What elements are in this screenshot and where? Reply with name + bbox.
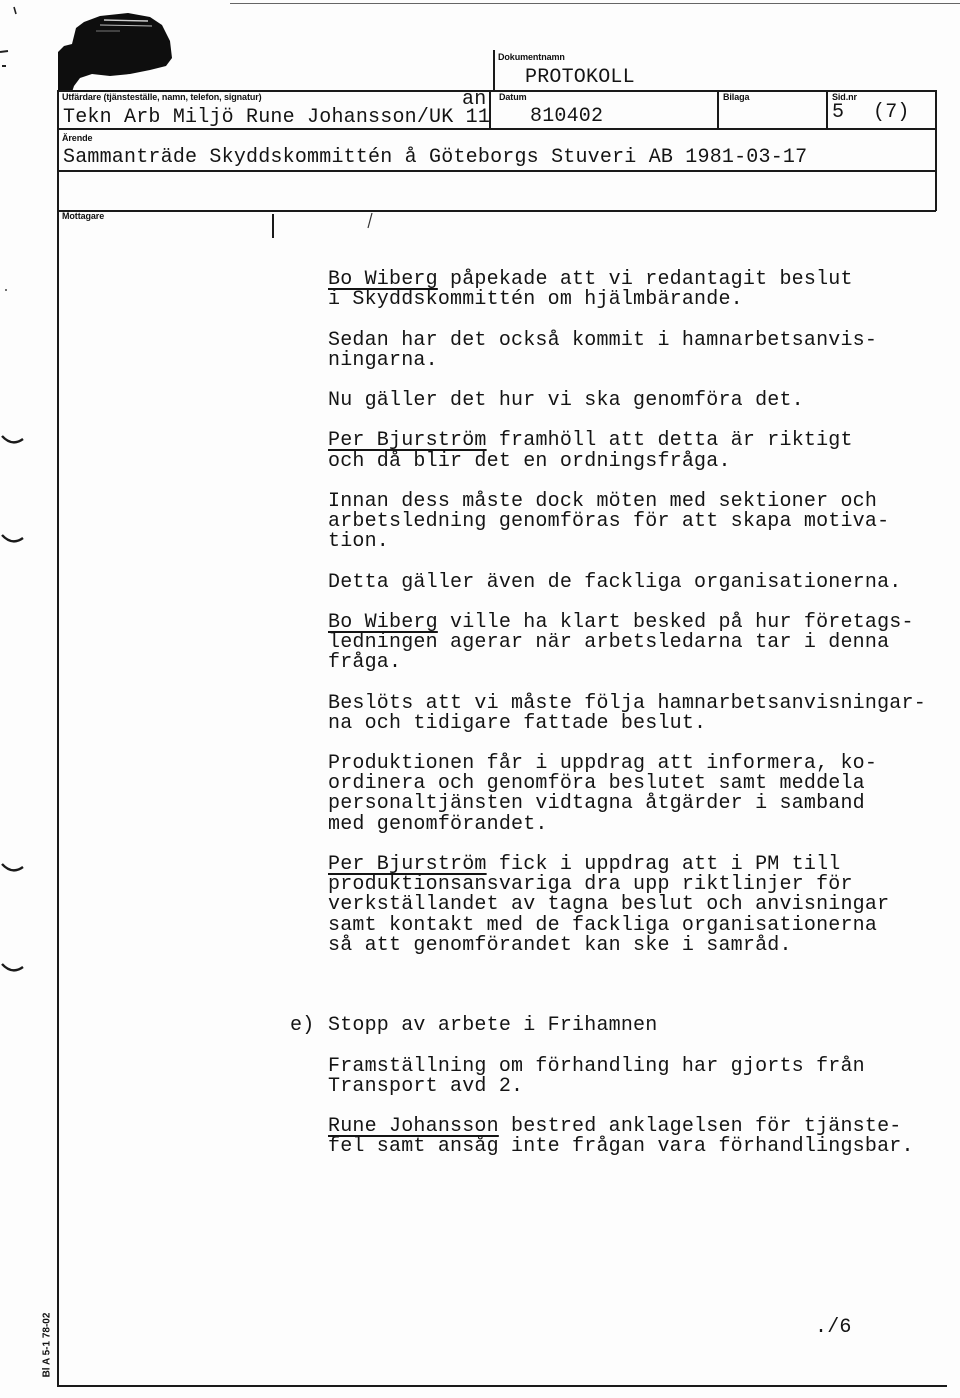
doc-name: PROTOKOLL (525, 66, 635, 89)
issuer-value: Tekn Arb Miljö Rune Johansson/UK 11 (63, 106, 491, 129)
agenda-item-e (290, 976, 948, 1159)
text-line: Produktionen får i uppdrag att informera, ko- (328, 752, 878, 776)
text-line: i Skyddskommittén om hjälmbärande. (328, 288, 743, 312)
speaker-name: Rune Johansson (328, 1115, 499, 1139)
attachment-label: Bilaga (723, 92, 750, 102)
text-line: samt kontakt med de fackliga organisationerna (328, 913, 878, 937)
issuer-label: Utfärdare (tjänsteställe, namn, telefon, signatur) (62, 92, 262, 102)
minutes-paragraph (328, 1054, 948, 1098)
text-line (328, 610, 948, 634)
form-divider-page (826, 90, 828, 128)
minutes-paragraph (328, 691, 948, 735)
text-line: Nu gäller det hur vi ska genomföra det. (328, 389, 804, 413)
speaker-name: Per Bjurström (328, 852, 487, 876)
text-line: fråga. (328, 651, 402, 675)
text-line: ledningen agerar när arbetsledarna tar i denna (328, 631, 890, 655)
subject-label: Ärende (62, 133, 93, 143)
recipient-label: Mottagare (62, 211, 105, 221)
form-rule-row3 (57, 210, 936, 212)
minutes-paragraph (328, 570, 948, 594)
minutes-paragraph (328, 270, 948, 310)
page-label: Sid.nr (832, 92, 857, 102)
docname-box-edge (493, 50, 495, 90)
page-total: (7) (873, 101, 910, 124)
speaker-name: Bo Wiberg (328, 610, 438, 634)
text-line (328, 1117, 948, 1137)
speaker-name: Bo Wiberg (328, 268, 438, 291)
subject-value: Sammanträde Skyddskommittén å Göteborgs Stuveri AB 1981-03-17 (63, 146, 808, 169)
form-rule-left (57, 90, 59, 1386)
pen-mark (360, 210, 380, 232)
text-line (328, 852, 948, 876)
minutes-paragraph (328, 1117, 948, 1157)
text-line: verkställandet av tagna beslut och anvisningar (328, 893, 890, 917)
form-rule-right (935, 90, 937, 211)
minutes-paragraph (328, 328, 948, 372)
text-line (328, 270, 948, 290)
speaker-name: Per Bjurström (328, 429, 487, 453)
text-line: Framställning om förhandling har gjorts från (328, 1054, 865, 1078)
line-text: bestred anklagelsen för tjänste- (498, 1115, 902, 1139)
minutes-paragraph (328, 391, 948, 411)
text-line: och då blir det en ordningsfråga. (328, 449, 731, 473)
text-line: tion. (328, 530, 390, 554)
text-line: Sedan har det också kommit i hamnarbetsanvis- (328, 328, 878, 352)
recipient-divider (272, 214, 274, 238)
text-line: arbetsledning genomföras för att skapa motiva- (328, 510, 890, 534)
form-code: Bl A 5-1 78-02 (41, 1312, 53, 1378)
text-line: Beslöts att vi måste följa hamnarbetsanvisningar- (328, 691, 926, 715)
minutes-paragraph (328, 610, 948, 675)
text-line: Transport avd 2. (328, 1074, 524, 1098)
minutes-paragraph (328, 754, 948, 835)
minutes-paragraph (328, 852, 948, 957)
form-rule-row2 (57, 170, 936, 172)
text-line: Innan dess måste dock möten med sektioner och (328, 489, 878, 513)
scan-margin-marks (0, 0, 30, 1398)
date-value: 810402 (530, 105, 604, 128)
text-line: na och tidigare fattade beslut. (328, 711, 707, 735)
text-line: så att genomförandet kan ske i samråd. (328, 933, 792, 957)
continuation-marker: ./6 (815, 1316, 852, 1339)
form-divider-attachment (717, 90, 719, 128)
line-text: ville ha klart besked på hur företags- (437, 610, 914, 634)
agenda-item-title: Stopp av arbete i Frihamnen (328, 1014, 658, 1038)
text-line: produktionsansvariga dra upp riktlinjer för (328, 873, 853, 897)
text-line: ningarna. (328, 348, 438, 372)
date-label: Datum (499, 92, 527, 102)
text-line: personaltjänsten vidtagna åtgärder i samband (328, 792, 865, 816)
line-text: påpekade att vi redantagit beslut (437, 268, 853, 291)
issuer-note: an (462, 88, 487, 111)
agenda-item-marker: e) (290, 1014, 315, 1038)
minutes-paragraph (328, 431, 948, 471)
text-line: fel samt ansåg inte frågan vara förhandlingsbar. (328, 1135, 914, 1159)
page-number: 5 (832, 101, 845, 124)
line-text: framhöll att detta är riktigt (486, 429, 853, 453)
text-line (328, 431, 948, 451)
form-rule-bottom (57, 1385, 947, 1387)
text-line: med genomförandet. (328, 812, 548, 836)
agenda-item-heading (290, 1014, 948, 1038)
minutes-paragraph (328, 489, 948, 554)
line-text: fick i uppdrag att i PM till (486, 852, 841, 876)
doc-name-label: Dokumentnamn (498, 52, 565, 62)
minutes-body (290, 268, 948, 1178)
text-line: ordinera och genomföra beslutet samt meddela (328, 772, 865, 796)
company-logo (0, 0, 200, 100)
scan-edge-line (230, 3, 960, 4)
text-line: Detta gäller även de fackliga organisationerna. (328, 570, 902, 594)
